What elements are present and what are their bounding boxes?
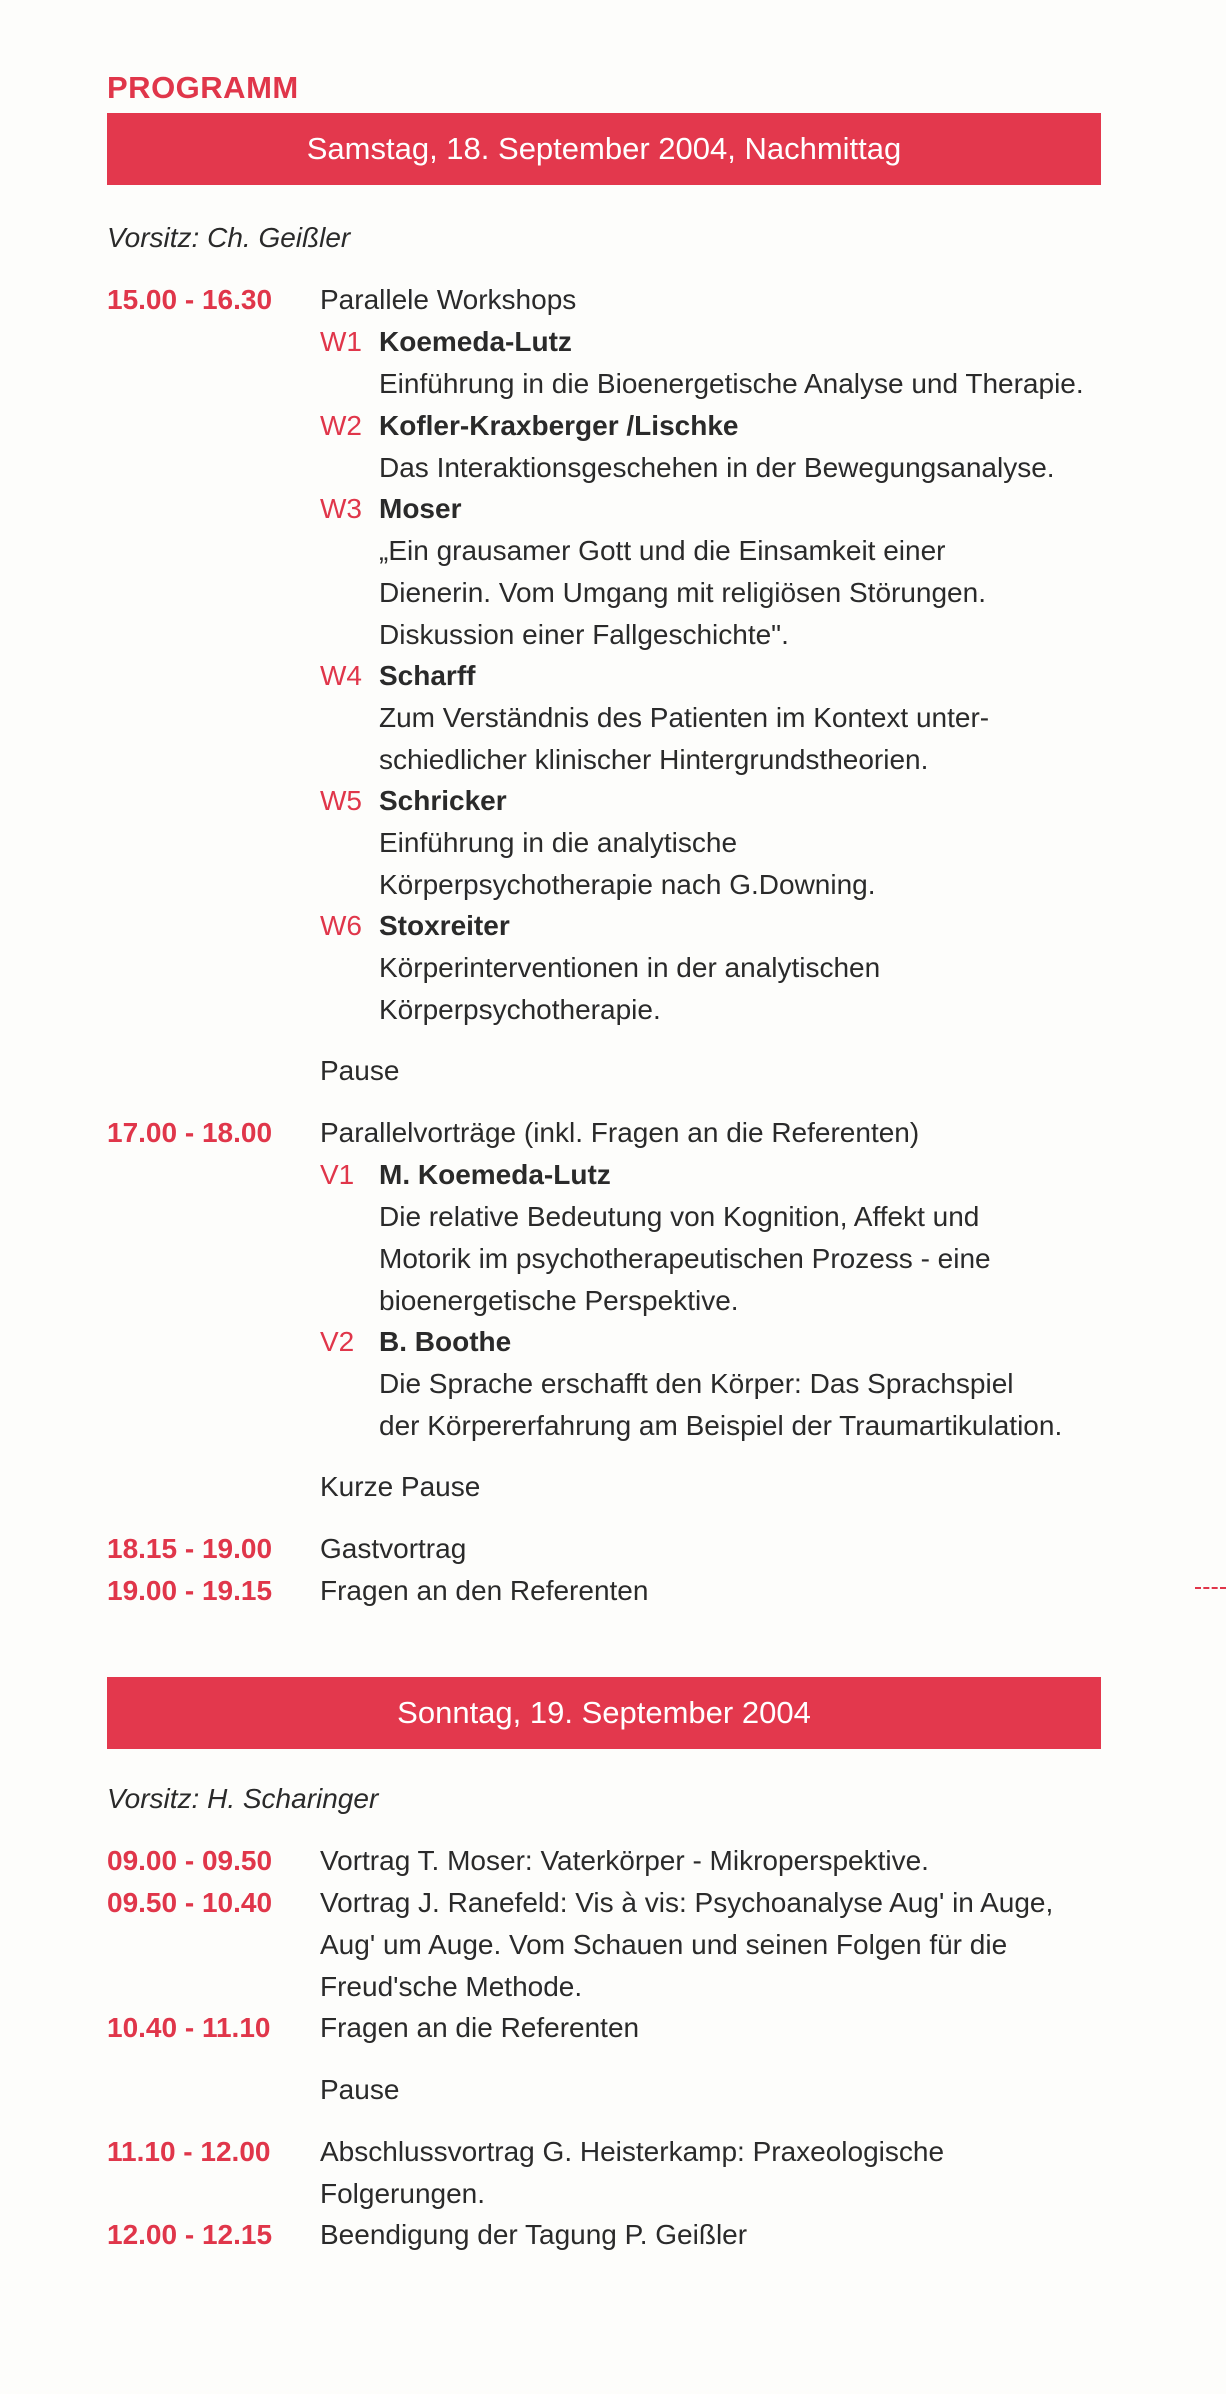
time-slot: 18.15 - 19.00 <box>107 1533 273 1564</box>
time-slot: 11.10 - 12.00 <box>107 2136 271 2167</box>
session-title: Beendigung der Tagung P. Geißler <box>320 2219 748 2250</box>
pause-label: Kurze Pause <box>320 1471 481 1502</box>
workshop-desc: Körperpsychotherapie. <box>379 994 661 1025</box>
workshop-author: Moser <box>379 493 462 524</box>
session-title: Aug' um Auge. Vom Schauen und seinen Folgen für die <box>320 1929 1008 1960</box>
sunday-banner: Sonntag, 19. September 2004 <box>107 1677 1101 1749</box>
saturday-chair: Vorsitz: Ch. Geißler <box>107 222 351 253</box>
workshop-author: Koemeda-Lutz <box>379 326 572 357</box>
workshop-desc: Einführung in die analytische <box>379 827 738 858</box>
workshop-code: W6 <box>320 910 362 941</box>
fold-mark <box>1195 1587 1226 1589</box>
sunday-chair: Vorsitz: H. Scharinger <box>107 1783 379 1814</box>
saturday-banner: Samstag, 18. September 2004, Nachmittag <box>107 113 1101 185</box>
workshop-desc: schiedlicher klinischer Hintergrundstheorien. <box>379 744 929 775</box>
session-title: Abschlussvortrag G. Heisterkamp: Praxeologische <box>320 2136 945 2167</box>
workshop-author: Kofler-Kraxberger /Lischke <box>379 410 739 441</box>
talk-desc: Die Sprache erschafft den Körper: Das Sprachspiel <box>379 1368 1014 1399</box>
talk-desc: Die relative Bedeutung von Kognition, Affekt und <box>379 1201 980 1232</box>
workshop-desc: Das Interaktionsgeschehen in der Bewegungsanalyse. <box>379 452 1055 483</box>
pause-label: Pause <box>320 1055 400 1086</box>
workshop-desc: Körperinterventionen in der analytischen <box>379 952 881 983</box>
session-title: Freud'sche Methode. <box>320 1971 583 2002</box>
time-slot: 10.40 - 11.10 <box>107 2012 271 2043</box>
workshop-desc: „Ein grausamer Gott und die Einsamkeit einer <box>379 535 946 566</box>
talk-author: M. Koemeda-Lutz <box>379 1159 611 1190</box>
talk-desc: bioenergetische Perspektive. <box>379 1285 739 1316</box>
workshop-desc: Dienerin. Vom Umgang mit religiösen Störungen. <box>379 577 986 608</box>
talk-code: V2 <box>320 1326 355 1357</box>
time-slot: 17.00 - 18.00 <box>107 1117 273 1148</box>
workshop-code: W4 <box>320 660 362 691</box>
session-title: Folgerungen. <box>320 2178 486 2209</box>
talk-desc: der Körpererfahrung am Beispiel der Traumartikulation. <box>379 1410 1063 1441</box>
workshop-desc: Einführung in die Bioenergetische Analyse und Therapie. <box>379 368 1084 399</box>
workshop-desc: Körperpsychotherapie nach G.Downing. <box>379 869 876 900</box>
workshop-desc: Zum Verständnis des Patienten im Kontext unter- <box>379 702 990 733</box>
talk-code: V1 <box>320 1159 355 1190</box>
time-slot: 09.50 - 10.40 <box>107 1887 273 1918</box>
session-title: Fragen an die Referenten <box>320 2012 640 2043</box>
session-title: Fragen an den Referenten <box>320 1575 649 1606</box>
session-title: Vortrag J. Ranefeld: Vis à vis: Psychoanalyse Aug' in Auge, <box>320 1887 1054 1918</box>
workshop-desc: Diskussion einer Fallgeschichte". <box>379 619 789 650</box>
talk-desc: Motorik im psychotherapeutischen Prozess - eine <box>379 1243 991 1274</box>
session-title: Parallelvorträge (inkl. Fragen an die Referenten) <box>320 1117 920 1148</box>
session-title: Vortrag T. Moser: Vaterkörper - Mikroperspektive. <box>320 1845 929 1876</box>
workshop-code: W1 <box>320 326 362 357</box>
program-title: PROGRAMM <box>107 70 299 105</box>
time-slot: 09.00 - 09.50 <box>107 1845 273 1876</box>
workshop-author: Schricker <box>379 785 507 816</box>
time-slot: 15.00 - 16.30 <box>107 284 273 315</box>
session-title: Parallele Workshops <box>320 284 577 315</box>
time-slot: 19.00 - 19.15 <box>107 1575 273 1606</box>
workshop-author: Stoxreiter <box>379 910 510 941</box>
workshop-code: W3 <box>320 493 362 524</box>
talk-author: B. Boothe <box>379 1326 512 1357</box>
workshop-author: Scharff <box>379 660 476 691</box>
workshop-code: W2 <box>320 410 362 441</box>
workshop-code: W5 <box>320 785 362 816</box>
pause-label: Pause <box>320 2074 400 2105</box>
time-slot: 12.00 - 12.15 <box>107 2219 273 2250</box>
session-title: Gastvortrag <box>320 1533 467 1564</box>
